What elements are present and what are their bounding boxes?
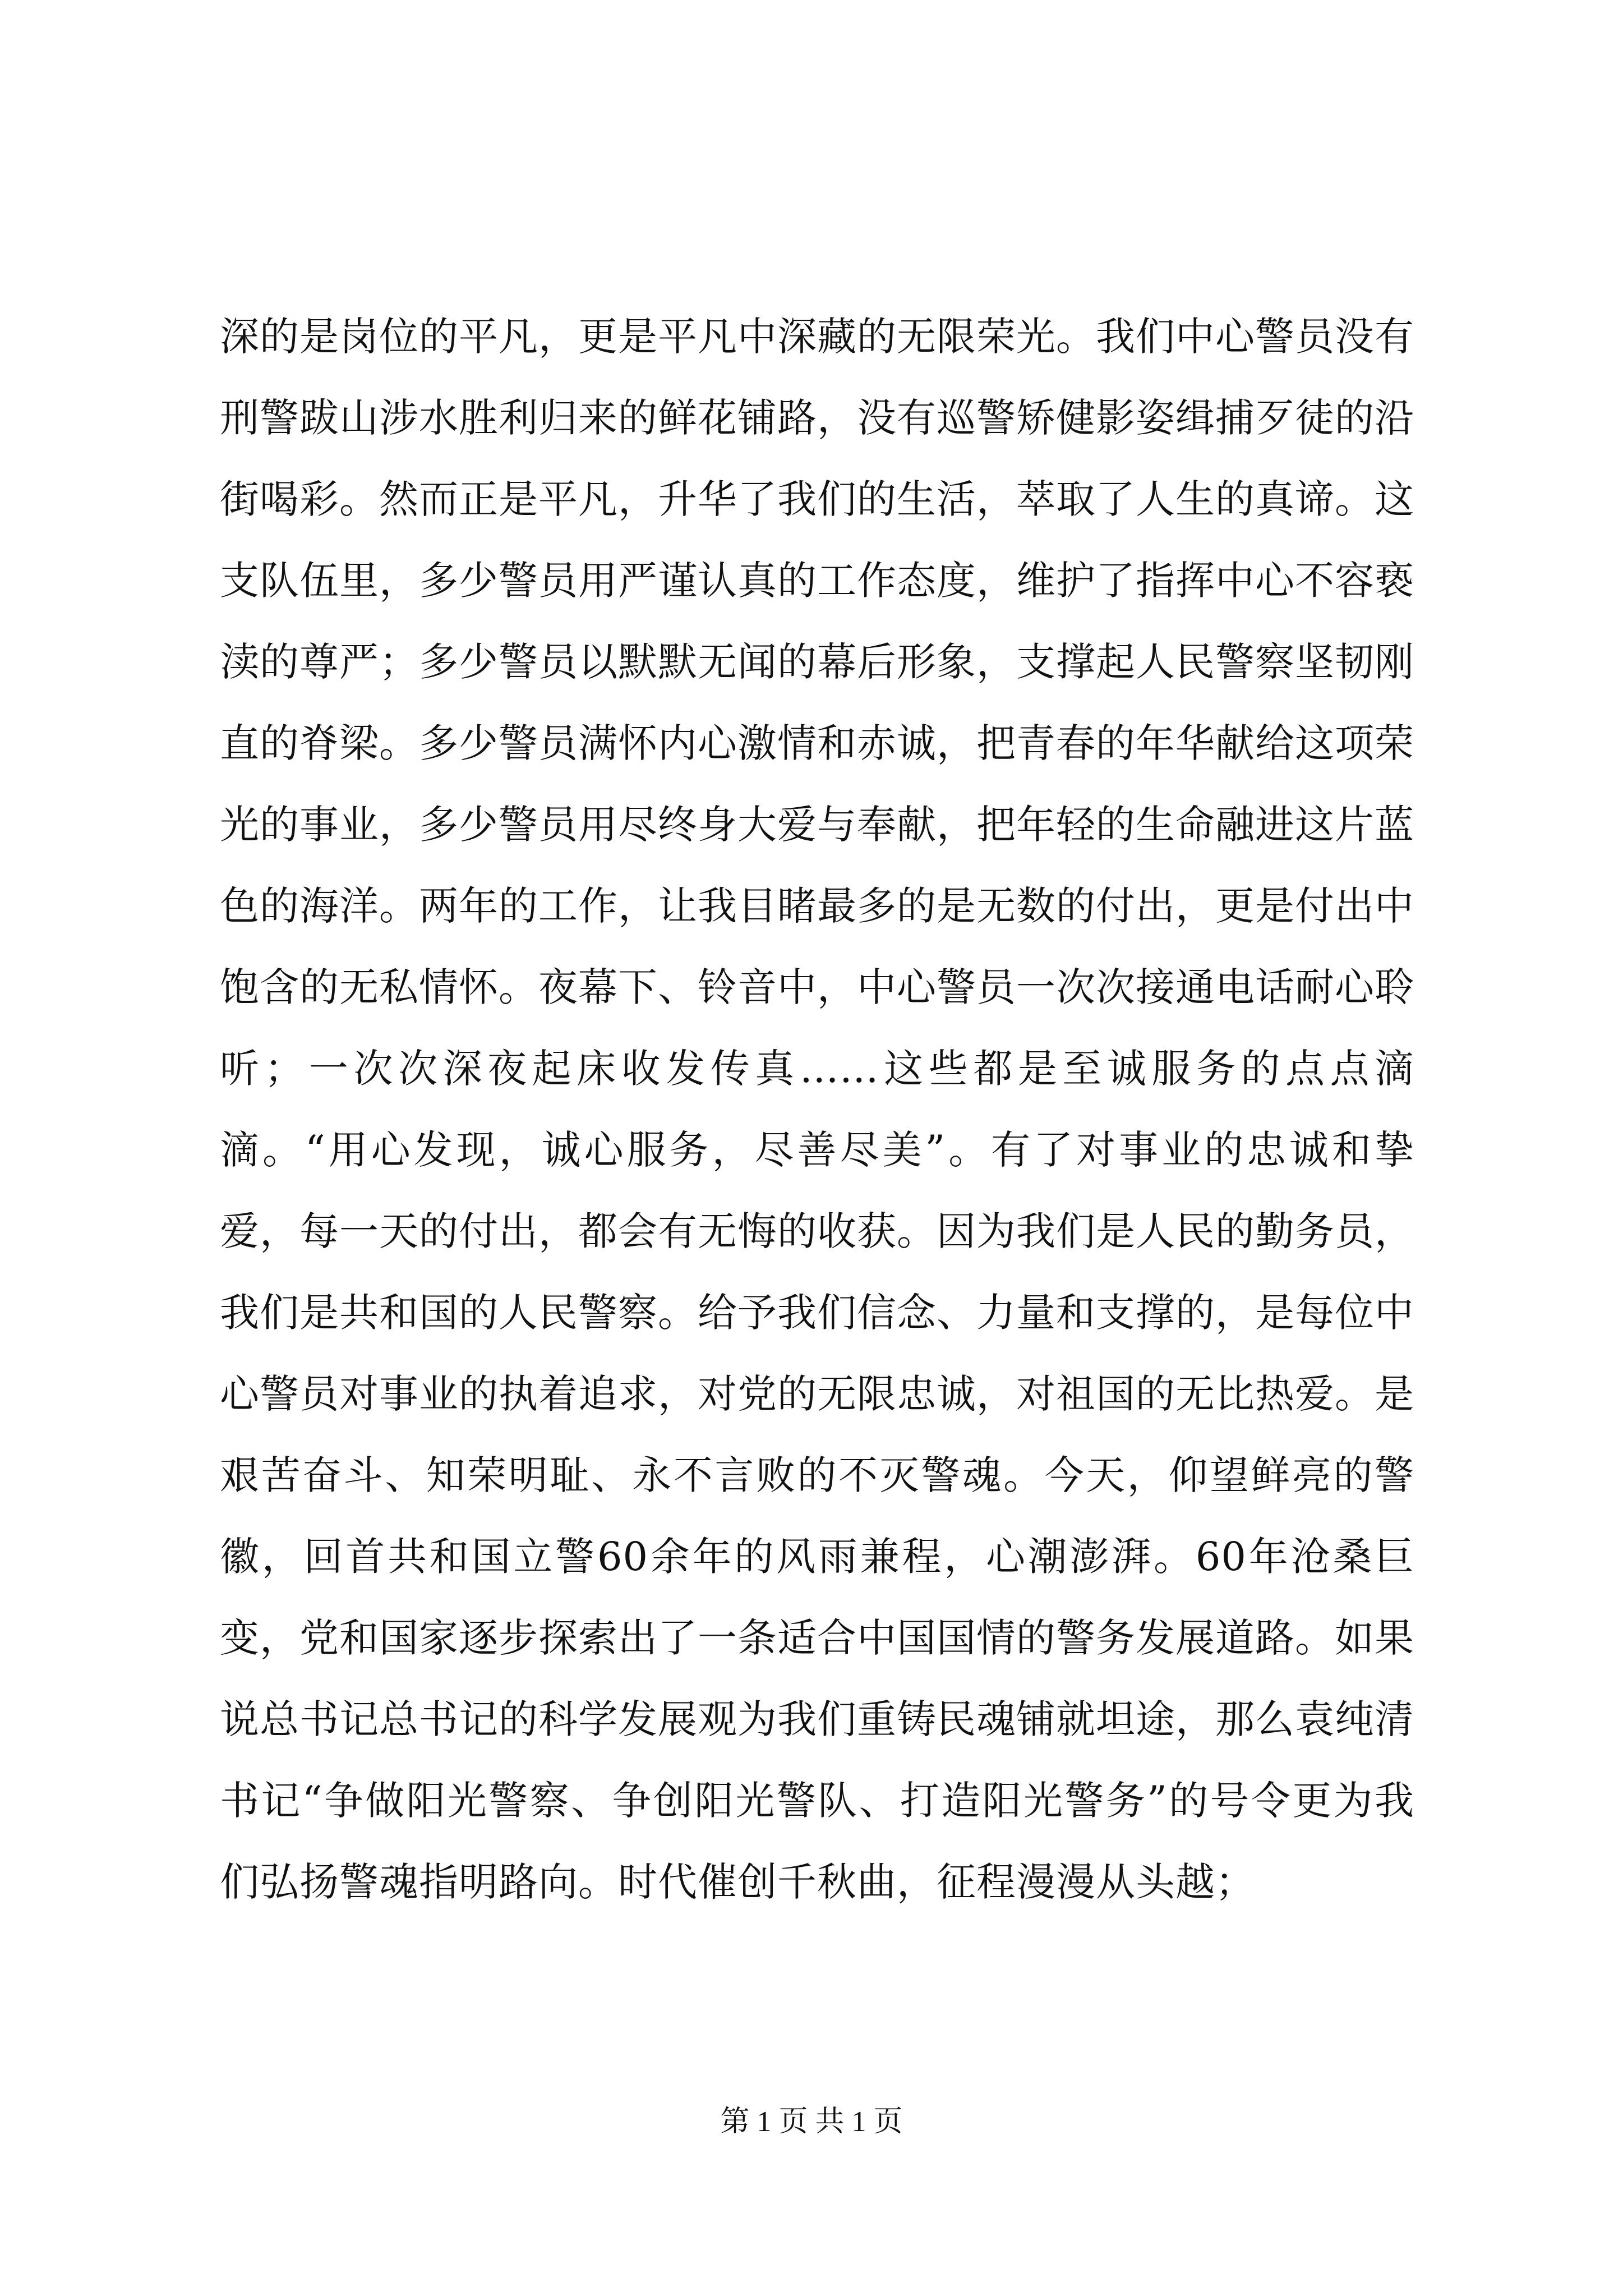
page-footer: 第 1 页 共 1 页	[720, 2106, 903, 2138]
body-paragraph: 深的是岗位的平凡，更是平凡中深藏的无限荣光。我们中心警员没有刑警跋山涉水胜利归来的鲜花铺路，没有巡警矫健影姿缉捕歹徒的沿街喝彩。然而正是平凡，升华了我们的生活，萃取了人生的真谛。这支队伍里，多少警员用严谨认真的工作态度，维护了指挥中心不容亵渎的尊严；多少警员以默默无闻的幕后形象，支撑起人民警察坚韧刚直的脊梁。多少警员满怀内心激情和赤诚，把青春的年华献给这项荣光的事业，多少警员用尽终身大爱与奉献，把年轻的生命融进这片蓝色的海洋。两年的工作，让我目睹最多的是无数的付出，更是付出中饱含的无私情怀。夜幕下、铃音中，中心警员一次次接通电话耐心聆听；一次次深夜起床收发传真……这些都是至诚服务的点点滴滴。“用心发现，诚心服务，尽善尽美”。有了对事业的忠诚和挚爱，每一天的付出，都会有无悔的收获。因为我们是人民的勤务员，我们是共和国的人民警察。给予我们信念、力量和支撑的，是每位中心警员对事业的执着追求，对党的无限忠诚，对祖国的无比热爱。是艰苦奋斗、知荣明耻、永不言败的不灭警魂。今天，仰望鲜亮的警徽，回首共和国立警60余年的风雨兼程，心潮澎湃。60年沧桑巨变，党和国家逐步探索出了一条适合中国国情的警务发展道路。如果说总书记总书记的科学发展观为我们重铸民魂铺就坦途，那么袁纯清书记“争做阳光警察、争创阳光警队、打造阳光警务”的号令更为我们弘扬警魂指明路向。时代催创千秋曲，征程漫漫从头越；	[220, 314, 1414, 1905]
